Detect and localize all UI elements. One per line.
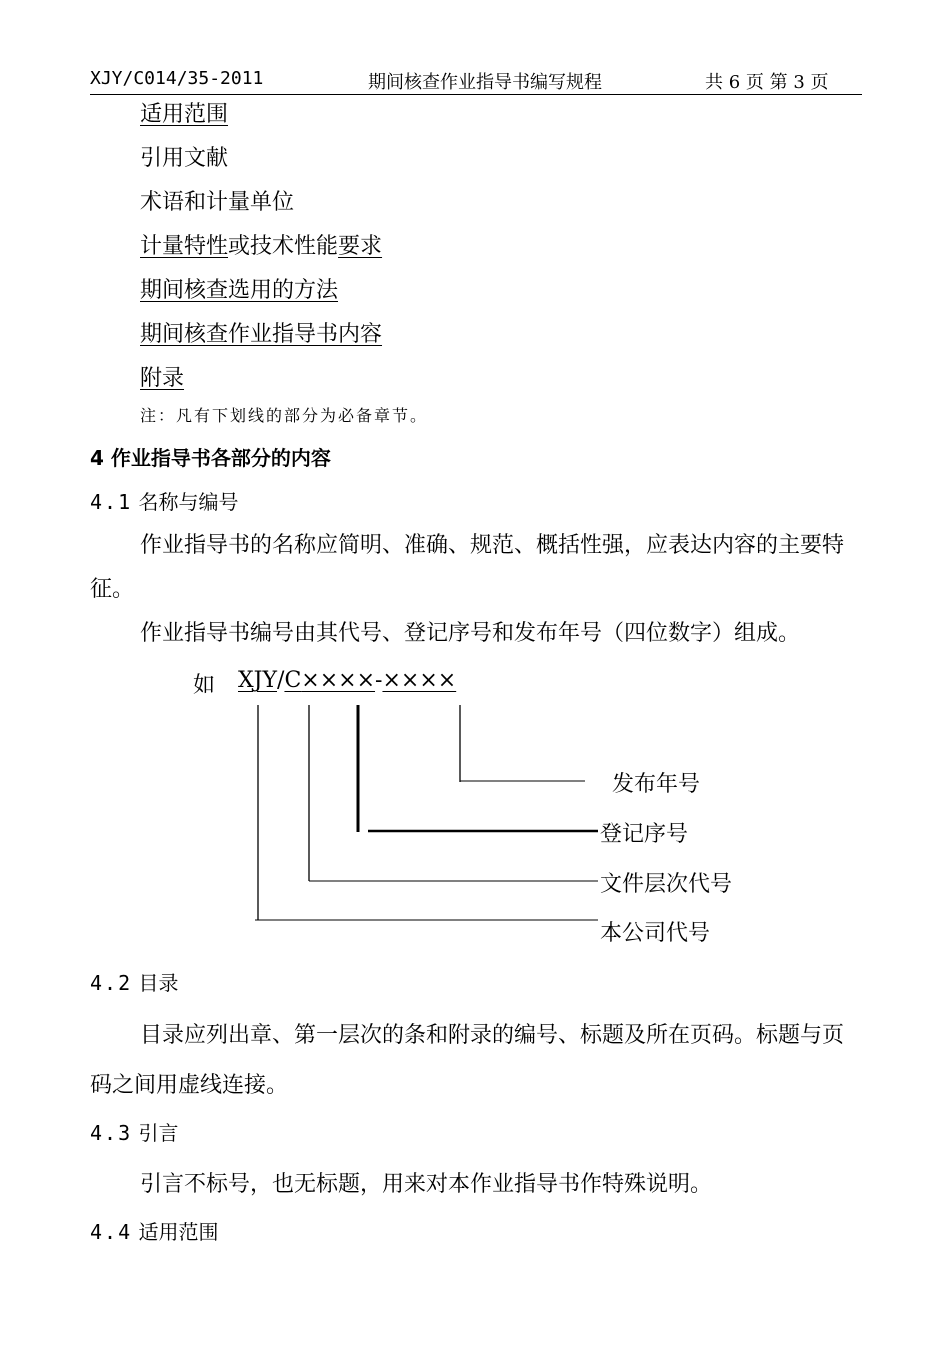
section-4-1-title: 名称与编号	[138, 490, 239, 514]
diagram-label-serial: 登记序号	[600, 822, 689, 847]
diagram-label-year: 发布年号	[612, 772, 701, 797]
header-title: 期间核查作业指导书编写规程	[368, 72, 602, 93]
toc-item-references: 引用文献	[140, 146, 229, 171]
header-page-info: 共 6 页 第 3 页	[705, 72, 829, 93]
diagram-code-company: XJY	[238, 668, 278, 693]
section-4-3-heading	[90, 1117, 178, 1146]
toc-item-methods: 期间核查选用的方法	[140, 278, 339, 303]
diagram-code-level: C	[284, 668, 302, 693]
section-4-2-title: 目录	[138, 971, 179, 995]
section-4-4-number: 4.4	[90, 1220, 133, 1244]
toc-item-characteristics-part3: 要求	[338, 234, 383, 259]
diagram-label-company: 本公司代号	[600, 921, 711, 946]
diagram-label-level: 文件层次代号	[600, 872, 733, 897]
section-4-heading: 4 作业指导书各部分的内容	[90, 446, 331, 470]
toc-item-characteristics-part1: 计量特性	[140, 234, 229, 259]
section-4-4-title: 适用范围	[138, 1220, 219, 1244]
toc-item-characteristics-part2: 或技术性能	[228, 234, 339, 259]
toc-item-scope: 适用范围	[140, 102, 229, 127]
diagram-code-dash: -	[375, 668, 383, 693]
toc-item-appendix: 附录	[140, 366, 185, 391]
diagram-code-serial: ××××	[301, 668, 376, 693]
diagram-prefix: 如	[193, 673, 216, 698]
section-4-3-number: 4.3	[90, 1121, 133, 1145]
header-doc-code: XJY/C014/35-2011	[90, 68, 264, 89]
section-4-1-para1-line1: 作业指导书的名称应简明、准确、规范、概括性强，应表达内容的主要特	[140, 533, 845, 558]
toc-item-content: 期间核查作业指导书内容	[140, 322, 383, 347]
section-4-2-para-line1: 目录应列出章、第一层次的条和附录的编号、标题及所在页码。标题与页	[140, 1023, 845, 1048]
section-4-3-para: 引言不标号，也无标题，用来对本作业指导书作特殊说明。	[140, 1172, 713, 1197]
section-4-3-title: 引言	[138, 1121, 179, 1145]
toc-item-terms: 术语和计量单位	[140, 190, 295, 215]
section-4-2-para-line2: 码之间用虚线连接。	[90, 1073, 289, 1098]
note: 注：凡有下划线的部分为必备章节。	[140, 406, 429, 425]
section-4-2-number: 4.2	[90, 971, 133, 995]
section-4-2-heading	[90, 967, 178, 996]
diagram-code-slash: /	[277, 668, 285, 693]
section-4-1-number: 4.1	[90, 490, 133, 514]
section-4-4-heading	[90, 1216, 218, 1245]
diagram-code-year: ××××	[382, 668, 457, 693]
section-4-1-para1-line2: 征。	[90, 577, 135, 602]
section-4-1-para2: 作业指导书编号由其代号、登记序号和发布年号（四位数字）组成。	[140, 621, 801, 646]
